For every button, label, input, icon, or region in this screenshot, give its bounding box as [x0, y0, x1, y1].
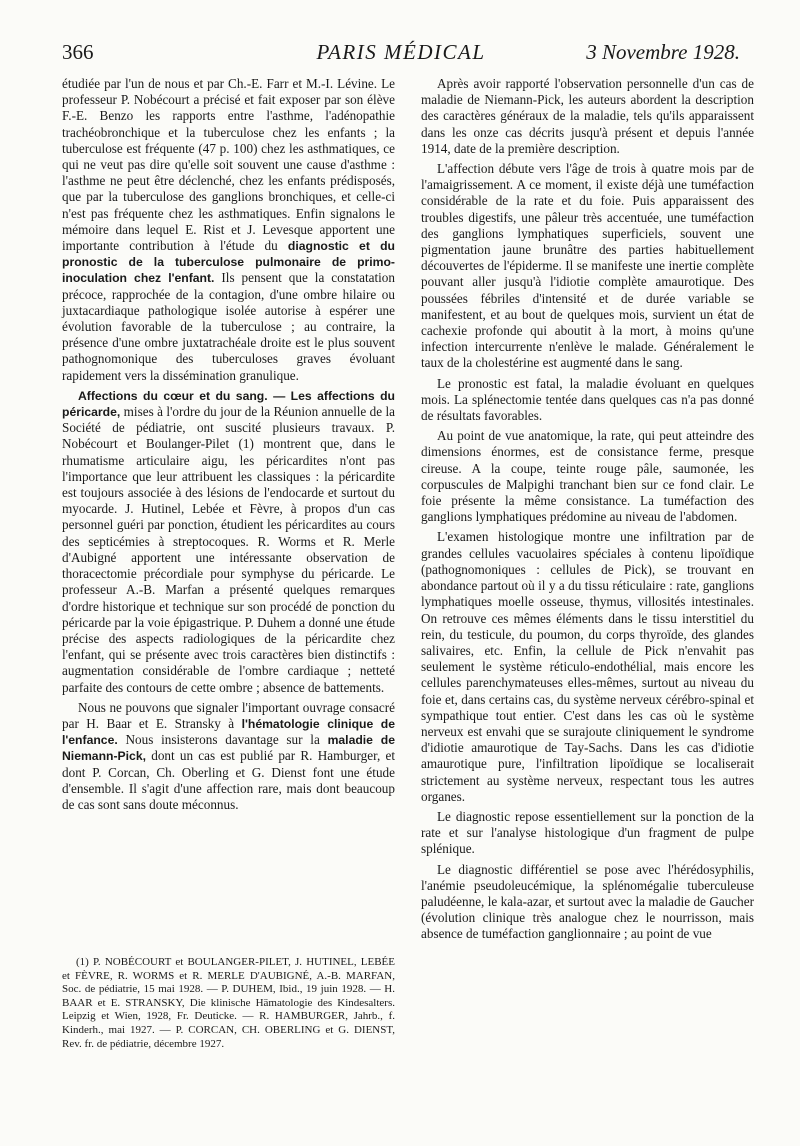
right-paragraph-2: L'affection débute vers l'âge de trois à quatre mois par de l'amaigrissement. A ce moment, il existe déjà une tuméfaction considérable de la rate et du foie. Puis apparaissent des troubles digestifs, une pâleur très accentuée, une tuméfaction des ganglions lymphatiques superficiels, souvent une pigmentation jaune brunâtre des parties habituellement découvertes de l'épiderme. Il se manifeste une inertie complète pouvant aller jusqu'à l'idiotie complète amaurotique. Des poussées fébriles d'intensité et de durée variable se manifestent, et au bout de quelques mois, survient un état de cachexie profonde qui aboutit à la mort, à moins qu'une infection intercurrente n'enlève le malade. Généralement le taux de la cholestérine est augmenté dans le sang. [421, 161, 754, 371]
bold-heading-niemann-pick: maladie de Niemann-Pick, [62, 733, 396, 764]
right-paragraph-3: Le pronostic est fatal, la maladie évoluant en quelques mois. La splénectomie tentée dans quelques cas n'a pas donné de résultats favorables. [421, 375, 754, 424]
left-paragraph-1: étudiée par l'un de nous et par Ch.-E. Farr et M.-I. Lévine. Le professeur P. Nobécourt a précisé et fait exposer par son élève F.-E. Benzo les rapports entre l'asthme, l'adénopathie trachéobronchique et la tuberculose chez les enfants ; la tuberculose est fréquente (47 p. 100) chez les asthmatiques, ce qui ne veut pas dire qu'elle soit souvent une cause d'asthme : l'asthme ne peut être déclenché, chez les enfants prédisposés, que par la tuberculose des ganglions bronchiques, et celle-ci n'est pas fréquente chez les asthmatiques. Enfin signalons le mémoire dans lequel E. Rist et J. Levesque apportent une importante contribution à l'étude du diagnostic et du pronostic de la tuberculose pulmonaire de primo-inoculation chez l'enfant. Ils pensent que la constatation précoce, rapprochée de la contagion, d'une ombre hilaire ou juxtacardiaque pathologique isolée autorise à espérer une évolution favorable de la tuberculose ; au contraire, la présence d'une ombre juxtatrachéale droite est le plus souvent pathognomonique des tuberculoses graves évoluant rapidement vers la dissémination granulique. [62, 76, 395, 383]
section-heading-coeur-sang: Affections du cœur et du sang. — Les affections du péricarde, [62, 388, 395, 420]
right-paragraph-6: Le diagnostic repose essentiellement sur la ponction de la rate et sur l'analyse histologique d'un fragment de pulpe splénique. [421, 808, 754, 857]
issue-date: 3 Novembre 1928. [586, 40, 740, 64]
footnote-1: (1) P. NOBÉCOURT et BOULANGER-PILET, J. HUTINEL, LEBÉE et FÈVRE, R. WORMS et R. MERLE D'AUBIGNÉ, A.-B. MARFAN, Soc. de pédiatrie, 15 mai 1928. — P. DUHEM, Ibid., 19 juin 1928. — H. BAAR et E. STRANSKY, Die klinische Hämatologie des Kindesalters. Leipzig et Wien, 1928, Fr. Deuticke. — R. HAMBURGER, Jahrb., f. Kinderh., mai 1927. — P. CORCAN, CH. OBERLING et G. DIENST, Rev. fr. de pédiatrie, décembre 1927. [62, 956, 395, 1050]
page-number: 366 [62, 40, 94, 64]
left-paragraph-3: Nous ne pouvons que signaler l'important ouvrage consacré par H. Baar et E. Stransky à l'hématologie clinique de l'enfance. Nous insisterons davantage sur la maladie de Niemann-Pick, dont un cas est publié par R. Hamburger, et dont P. Corcan, Ch. Oberling et G. Dienst font une étude d'ensemble. Il s'agit d'une affection rare, mais dont beaucoup de cas sont sans doute méconnus. [62, 699, 396, 812]
footnotes [62, 956, 395, 1051]
right-paragraph-5: L'examen histologique montre une infiltration par de grandes cellules vacuolaires spéciales à contenu lipoïdique (pathognomoniques : cellules de Pick), se trouvant en abondance partout où il y a du tissu réticulaire : rate, ganglions lymphatiques moelle osseuse, thymus, villosités intestinales. On retrouve ces mêmes éléments dans le tissu interstitiel du rein, du testicule, du poumon, du corps thyroïde, des glandes salivaires, etc. Enfin, la cellule de Pick n'envahit pas seulement le système réticulo-endothélial, mais encore les cellules parenchymateuses elles-mêmes, surtout au niveau du foie et, dans certains cas, du système nerveux cérébro-spinal et sympathique tout entier. C'est dans les cas où le système nerveux est envahi que se surajoute cliniquement le syndrome d'idiotie amaurotique de Tay-Sachs. Dans les cas d'idiotie amaurotique pure, l'infiltration lipoïdique se localiserait strictement au système nerveux, respectant tous les autres organes. [421, 529, 754, 804]
left-column [62, 76, 395, 817]
bold-heading-hematologie: l'hématologie clinique de l'enfance. [62, 716, 396, 748]
right-paragraph-1: Après avoir rapporté l'observation personnelle d'un cas de maladie de Niemann-Pick, les auteurs abordent la description des caractères généraux de la maladie, tels qu'ils apparaissent dans les onze cas décrits jusqu'à présent et depuis l'année 1914, date de la première description. [421, 76, 754, 156]
right-paragraph-4: Au point de vue anatomique, la rate, qui peut atteindre des dimensions énormes, est de consistance ferme, presque cireuse. A la coupe, teinte rouge pâle, saumonée, les corpuscules de Malpighi tranchant bien sur ce fond clair. Le foie présente la même consistance. La tuméfaction des ganglions lymphatiques prédomine au niveau de l'abdomen. [421, 428, 754, 525]
journal-title: PARIS MÉDICAL [316, 40, 486, 64]
right-column [421, 76, 754, 947]
right-paragraph-7: Le diagnostic différentiel se pose avec l'hérédosyphilis, l'anémie pseudoleucémique, la splénomégalie tuberculeuse paludéenne, le kala-azar, et surtout avec la maladie de Gaucher (évolution clinique très analogue chez le nourrisson, mais absence de tuméfaction ganglionnaire ; au point de vue [421, 861, 754, 942]
page-header [62, 38, 740, 72]
bold-heading-tuberculose: diagnostic et du pronostic de la tuberculose pulmonaire de primo-inoculation chez l'enfant. [62, 239, 395, 286]
left-paragraph-2: Affections du cœur et du sang. — Les affections du péricarde, mises à l'ordre du jour de la Réunion annuelle de la Société de pédiatrie, ont suscité plusieurs travaux. P. Nobécourt et Boulanger-Pilet (1) montrent que, dans le rhumatisme articulaire aigu, les péricardites n'ont pas l'importance que leur attribuent les classiques : la péricardite est toujours associée à des lésions de l'endocarde et surtout du myocarde. J. Hutinel, Lebée et Fèvre, à propos d'un cas personnel guéri par ponction, étudient les péricardites au cours des septicémies à streptocoques. R. Worms et R. Merle d'Aubigné apportent une intéressante observation de thoracectomie précordiale pour symphyse du péricarde. Le professeur A.-B. Marfan a présenté quelques remarques d'ordre historique et technique sur son procédé de ponction du péricarde par la voie épigastrique. P. Duhem a donné une étude précise des aspects radiologiques de la péricardite chez l'enfant, qui se présente avec trois caractères bien distinctifs : augmentation considérable de l'ombre cardiaque ; netteté parfaite des contours de cette ombre ; absence de battements. [62, 388, 395, 695]
